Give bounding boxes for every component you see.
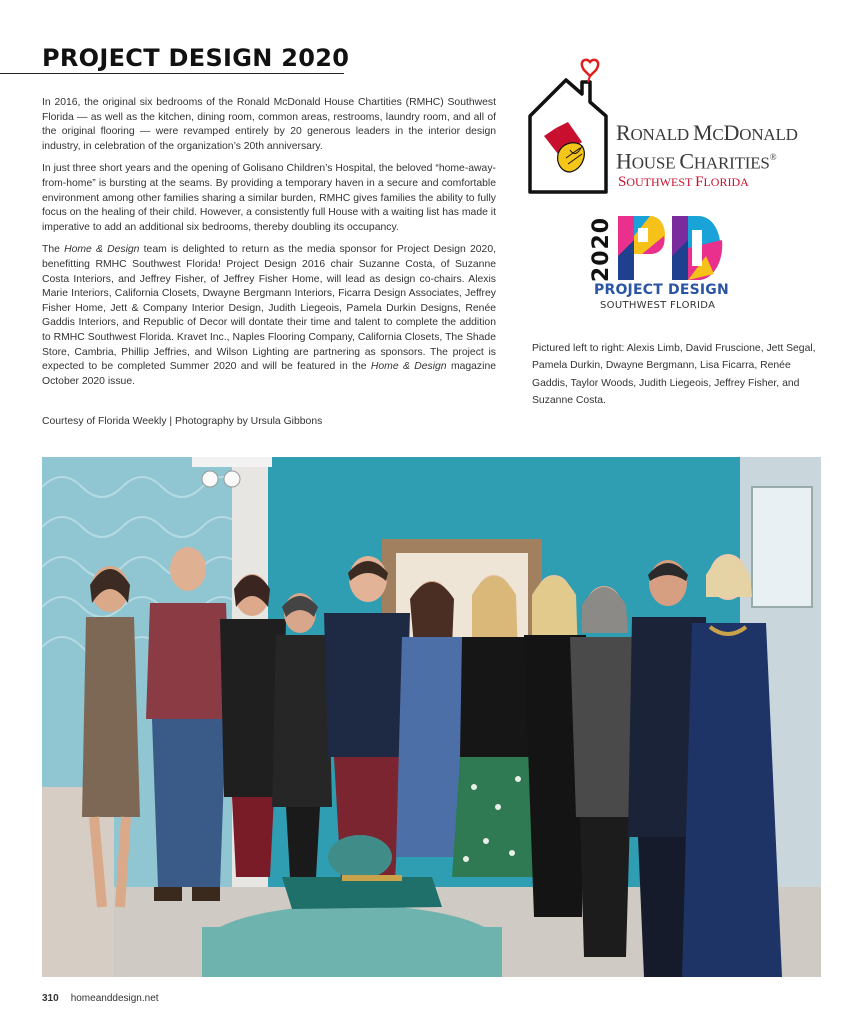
photo-credit: Courtesy of Florida Weekly | Photography by Ursula Gibbons (42, 416, 323, 427)
article-paragraph (42, 243, 496, 389)
article-paragraph: In 2016, the original six bedrooms of the Ronald McDonald House Chartities (RMHC) Southwest Florida — as well as the kitchen, dining room, common areas, restrooms, laundry room, and all of the original flooring — were revamped entirely by 20 generous leaders in the interior design industry, in celebration of the organization’s 20th anniversary. (42, 97, 496, 152)
pd-subtitle: SOUTHWEST FLORIDA (600, 300, 716, 311)
site-url: homeanddesign.net (70, 993, 159, 1004)
page-title: PROJECT DESIGN 2020 (42, 44, 350, 72)
magazine-name: Home & Design (64, 244, 140, 256)
rmhc-name: RONALD MCDONALD HOUSE CHARITIES® (616, 120, 798, 174)
text-run: team is delighted to return as the media sponsor for Project Design 2020, benefitting RMHC Southwest Florida! Project Design 2016 chair Suzanne Costa, of Suzanne Costa Interiors, and Jeffrey Fisher, of Jeffrey Fisher Home, will lead as design co-chairs. Alexis Marie Interiors, California Closets, Dwayne Bergmann Interiors, Ficarra Design Associates, Jeffrey Fisher Home, Jett & Company Interior Design, Judith Liegeois, Pamela Durkin Designs, Renée Gaddis Interiors, and Republic of Decor will dontate their time and talent to complete the addition to RMHC Southwest Florida. Kravet Inc., Naples Flooring Company, California Closets, The Shade Store, Cambria, Phillip Jeffries, and Wilson Lighting are partnering as sponsors. The project is expected to be completed Summer 2020 and will be featured in the (42, 244, 496, 373)
article-paragraph: In just three short years and the opening of Golisano Children’s Hospital, the beloved “home-away-from-home” is bursting at the seams. By providing a temporary haven in a secure and comfortable environment among other families sharing a similar burden, RMHC gives families the ability to fully focus on the healing of their child. However, a consistently full House with a waiting list has made it imperative to add an additional six bedrooms, thereby doubling its occupancy. (42, 163, 496, 233)
pd-year: 2020 (589, 216, 615, 282)
article-body (42, 96, 496, 397)
house-hands-icon (522, 58, 622, 198)
photo-caption: Pictured left to right: Alexis Limb, David Fruscione, Jett Segal, Pamela Durkin, Dwayne Bergmann, Lisa Ficarra, Renée Gaddis, Taylor Woods, Judith Liegeois, Jeffrey Fisher, and Suzanne Costa. (532, 343, 816, 407)
page-number: 310 (42, 993, 59, 1004)
text-run: magazine October 2020 issue. (42, 361, 496, 387)
group-photo (42, 457, 821, 977)
text-run: The (42, 244, 65, 256)
title-underline (0, 73, 344, 74)
rmhc-region: SOUTHWEST FLORIDA (618, 174, 749, 190)
rmhc-logo (522, 58, 822, 198)
pd-monogram-icon (618, 216, 726, 280)
group-photo-illustration (42, 457, 821, 977)
magazine-name: Home & Design (370, 361, 447, 373)
project-design-logo (590, 214, 730, 314)
pd-title: PROJECT DESIGN (594, 282, 729, 298)
page-footer (42, 993, 159, 1004)
